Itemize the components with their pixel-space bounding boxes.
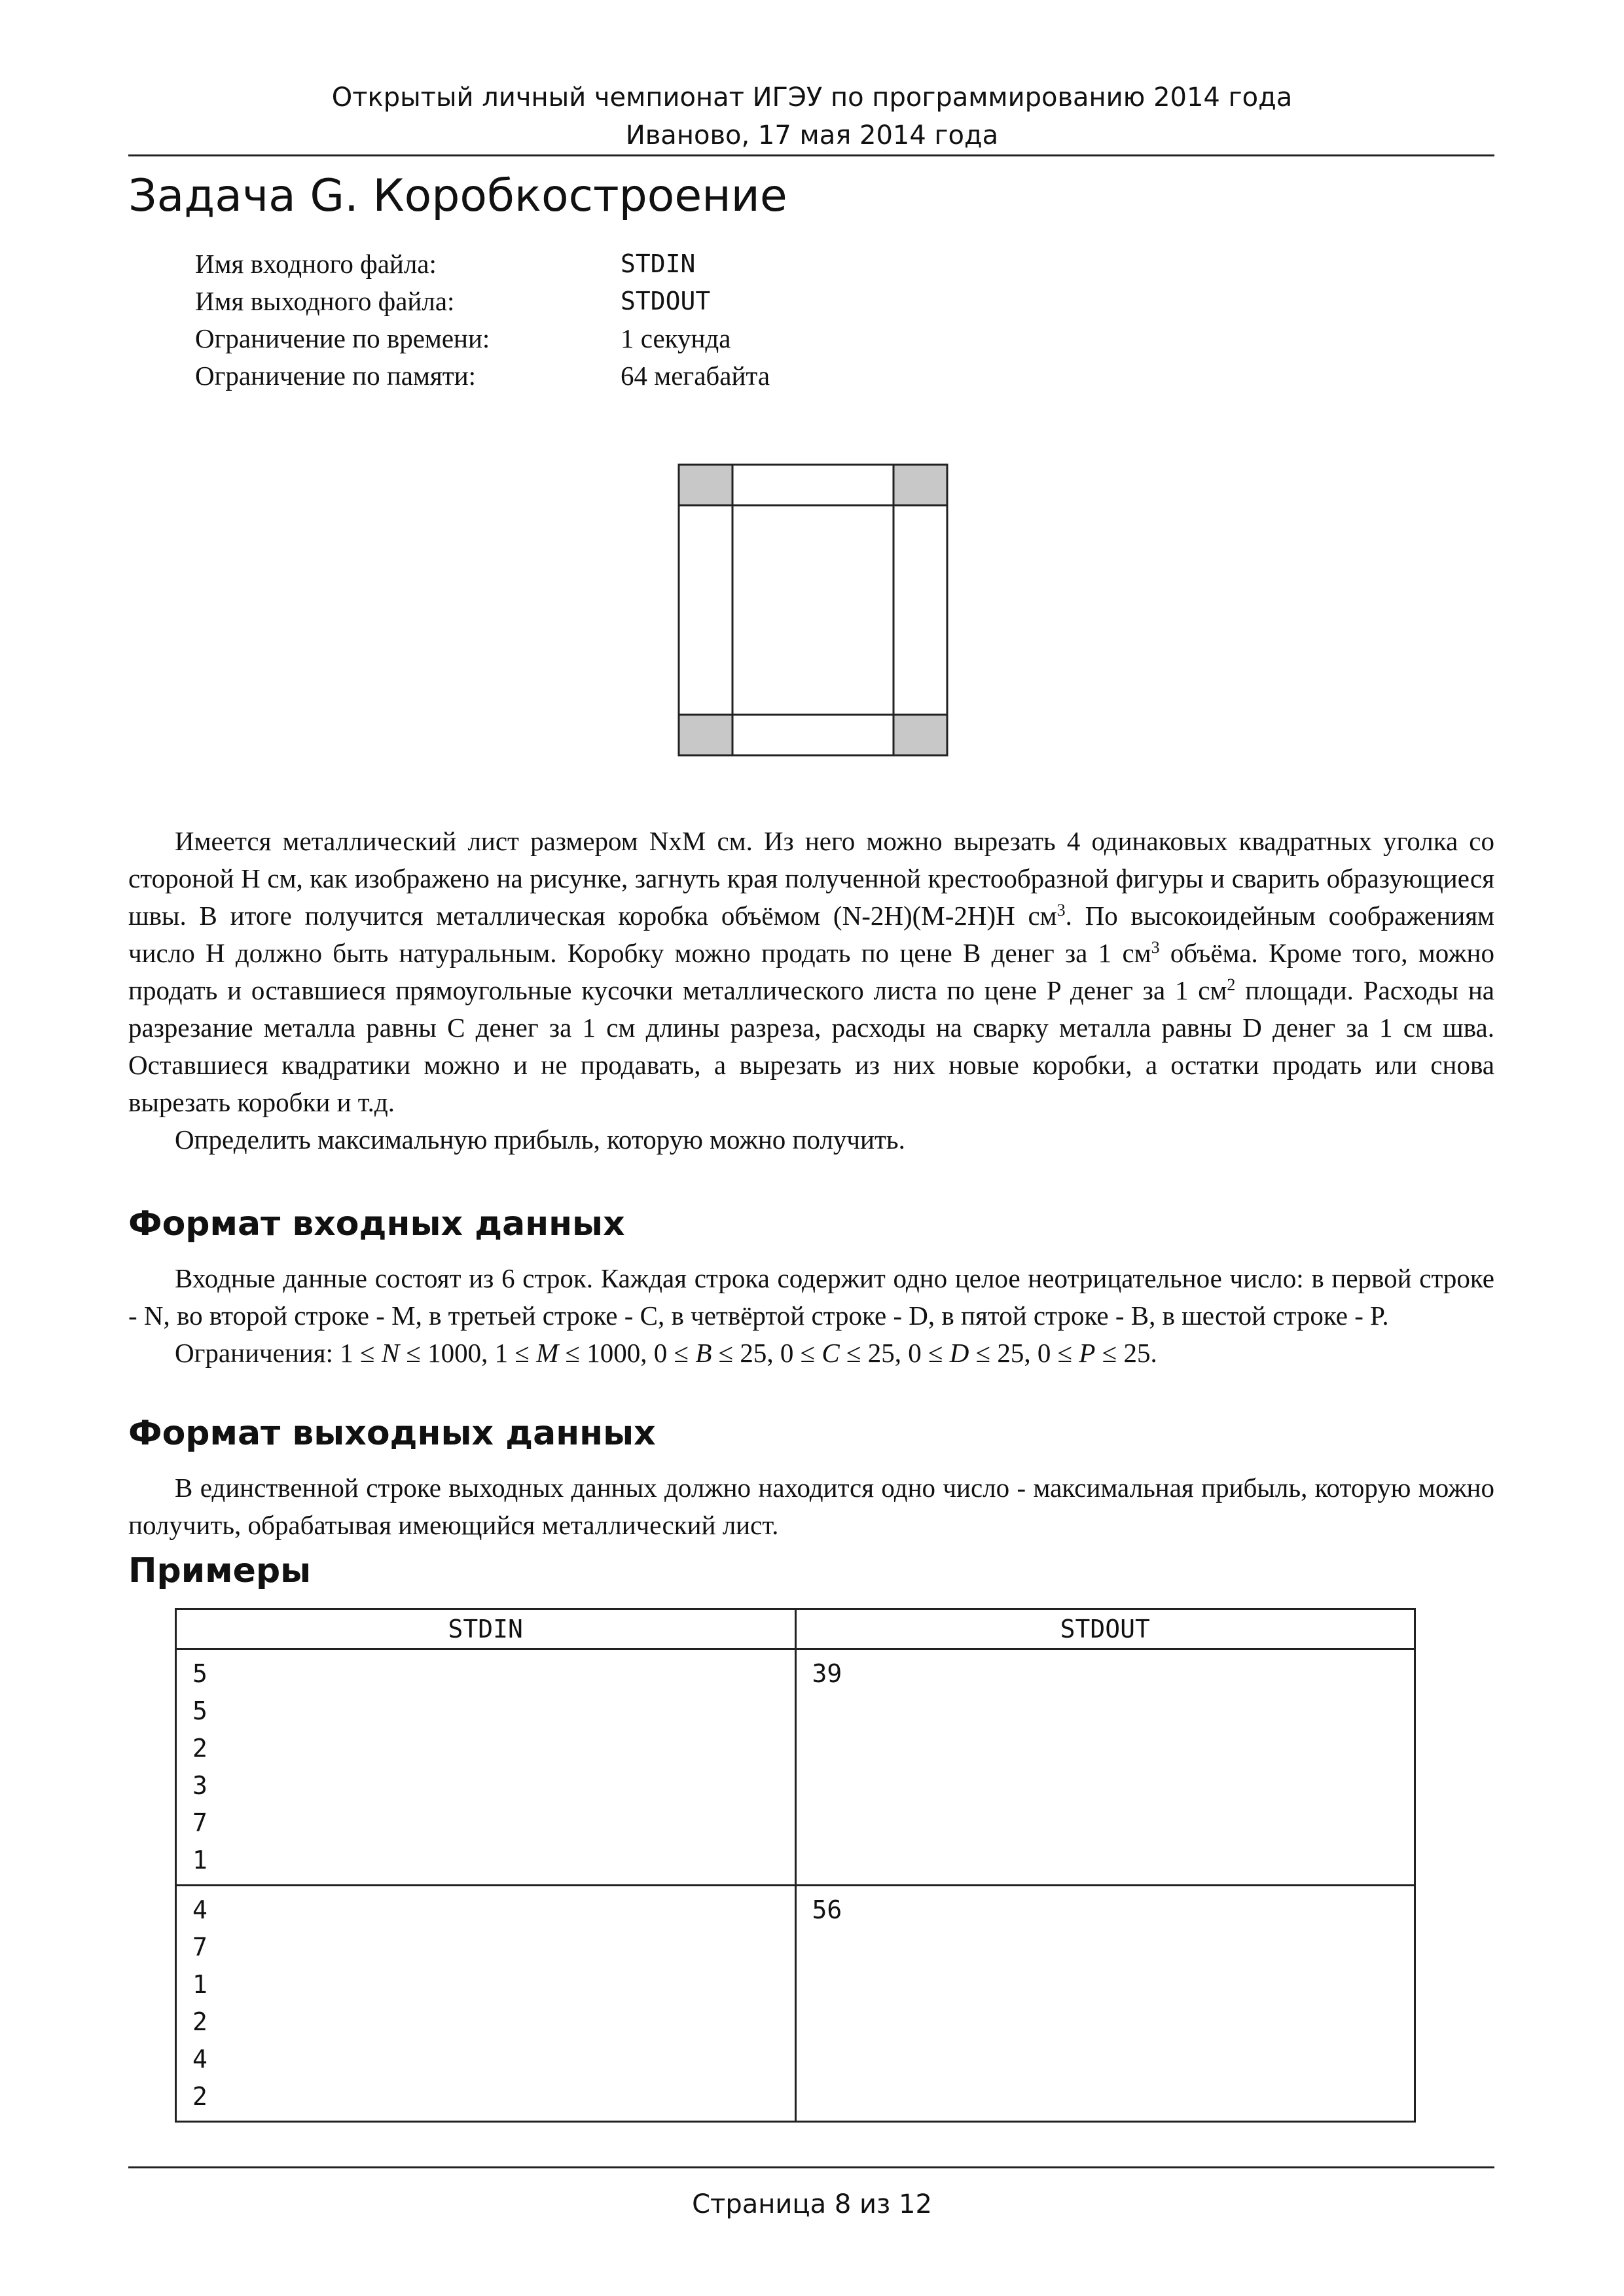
example-input-line: 3 xyxy=(192,1771,208,1800)
corner-square-bottom-left xyxy=(679,715,732,755)
meta-key: Имя выходного файла: xyxy=(195,286,455,316)
constraint-variable: P xyxy=(1079,1338,1096,1368)
column-header-stdout: STDOUT xyxy=(795,1609,1415,1649)
meta-row xyxy=(195,283,770,320)
output-format-paragraph: В единственной строке выходных данных должно находится одно число - максимальная прибыль, которую можно получить, обрабатывая имеющийся металлический лист. xyxy=(128,1473,1494,1540)
input-format-paragraph: Входные данные состоят из 6 строк. Каждая строка содержит одно целое неотрицательное число: в первой строке - N, во второй строке - M, в третьей строке - C, в четвёртой строке - D, в пятой строке - B, в шестой строке - P. xyxy=(128,1263,1494,1331)
constraint-variable: C xyxy=(821,1338,840,1368)
statement-paragraph xyxy=(128,823,1494,1121)
table-header-row xyxy=(176,1609,1415,1649)
sheet-outline xyxy=(679,465,947,755)
constraint-upper: ≤ 25. xyxy=(1095,1338,1157,1368)
constraint-item xyxy=(654,1338,780,1368)
meta-row xyxy=(195,357,770,395)
meta-row xyxy=(195,320,770,357)
example-input-line: 7 xyxy=(192,1808,208,1837)
constraints-list xyxy=(340,1338,1157,1368)
example-input-line: 1 xyxy=(192,1970,208,1999)
input-format-text xyxy=(128,1260,1494,1372)
constraint-item xyxy=(780,1338,908,1368)
header-rule xyxy=(128,154,1494,156)
input-format-heading: Формат входных данных xyxy=(128,1204,625,1244)
constraint-upper: ≤ 25, xyxy=(839,1338,909,1368)
example-output-cell xyxy=(795,1886,1415,2122)
example-input-cell xyxy=(176,1649,796,1886)
constraint-variable: B xyxy=(695,1338,712,1368)
constraint-lower: 0 ≤ xyxy=(780,1338,822,1368)
constraint-lower: 1 ≤ xyxy=(494,1338,537,1368)
constraint-upper: ≤ 25, xyxy=(969,1338,1038,1368)
superscript: 3 xyxy=(1151,938,1160,957)
constraint-item xyxy=(340,1338,494,1368)
meta-key: Ограничение по времени: xyxy=(195,323,490,353)
corner-square-top-right xyxy=(893,465,947,505)
example-input-line: 1 xyxy=(192,1846,208,1874)
output-format-text xyxy=(128,1469,1494,1544)
table-row xyxy=(176,1886,1415,2122)
header-line-1: Открытый личный чемпионат ИГЭУ по программированию 2014 года xyxy=(331,82,1293,113)
constraint-lower: 0 ≤ xyxy=(1037,1338,1079,1368)
constraints-paragraph xyxy=(128,1335,1494,1372)
example-input-cell xyxy=(176,1886,796,2122)
examples-table xyxy=(175,1608,1416,2123)
box-bottom-outline xyxy=(732,505,893,715)
column-header-stdin: STDIN xyxy=(176,1609,796,1649)
statement-text: объёма. Кроме того, можно продать и оставшиеся прямоугольные кусочки металлического листа по цене P денег за 1 см xyxy=(128,938,1494,1005)
meta-key: Ограничение по памяти: xyxy=(195,361,477,391)
constraint-upper: ≤ 1000, xyxy=(558,1338,654,1368)
header-line-2: Иваново, 17 мая 2014 года xyxy=(625,120,999,151)
table-row xyxy=(176,1649,1415,1886)
box-cutting-diagram xyxy=(677,463,948,757)
page-footer: Страница 8 из 12 xyxy=(692,2189,932,2219)
meta-key: Имя входного файла: xyxy=(195,249,437,279)
statement-text: Имеется металлический лист размером NxM см. Из него можно вырезать 4 одинаковых квадратных уголка со стороной H см, как изображено на рисунке, загнуть края полученной крестообразной фигуры и сварить образующиеся швы. В итоге получится металлическая коробка объёмом (N-2H)(M-2H)H см xyxy=(128,826,1494,931)
examples-heading: Примеры xyxy=(128,1551,312,1590)
example-input-line: 2 xyxy=(192,2082,208,2111)
constraint-upper: ≤ 1000, xyxy=(399,1338,495,1368)
constraint-variable: N xyxy=(381,1338,400,1368)
corner-square-top-left xyxy=(679,465,732,505)
problem-statement xyxy=(128,823,1494,1158)
superscript: 3 xyxy=(1056,901,1066,920)
example-input-line: 4 xyxy=(192,2045,208,2073)
example-output-line: 39 xyxy=(812,1659,842,1688)
problem-meta xyxy=(195,245,770,395)
corner-square-bottom-right xyxy=(893,715,947,755)
example-input-line: 2 xyxy=(192,2007,208,2036)
example-output-line: 56 xyxy=(812,1895,842,1924)
meta-row xyxy=(195,245,770,283)
footer-rule xyxy=(128,2166,1494,2168)
example-input-line: 5 xyxy=(192,1659,208,1688)
constraint-item xyxy=(908,1338,1038,1368)
statement-paragraph: Определить максимальную прибыль, которую можно получить. xyxy=(175,1124,905,1155)
example-input-line: 5 xyxy=(192,1696,208,1725)
page-header xyxy=(0,79,1624,154)
statement-text: площади. Расходы на разрезание металла равны C денег за 1 см длины разреза, расходы на сварку металла равны D денег за 1 см шва. Оставшиеся квадратики можно и не продавать, а вырезать из них новые коробки, а остатки продать или снова вырезать коробки и т.д. xyxy=(128,975,1494,1117)
meta-value: 1 секунда xyxy=(621,323,731,353)
meta-value: STDOUT xyxy=(621,287,711,315)
constraint-upper: ≤ 25, xyxy=(712,1338,780,1368)
constraint-lower: 1 ≤ xyxy=(340,1338,382,1368)
problem-title: Задача G. Коробкостроение xyxy=(128,170,787,222)
example-input-line: 7 xyxy=(192,1933,208,1962)
superscript: 2 xyxy=(1227,975,1236,994)
constraint-lower: 0 ≤ xyxy=(908,1338,950,1368)
example-input-line: 4 xyxy=(192,1895,208,1924)
constraint-item xyxy=(1038,1338,1157,1368)
constraint-item xyxy=(495,1338,654,1368)
meta-value: STDIN xyxy=(621,249,696,278)
meta-value: 64 мегабайта xyxy=(621,361,770,391)
constraint-variable: D xyxy=(949,1338,969,1368)
statement-text: . По высокоидейным соображениям число H должно быть натуральным. Коробку можно продать по цене B денег за 1 см xyxy=(128,901,1494,968)
output-format-heading: Формат выходных данных xyxy=(128,1414,656,1453)
constraints-label: Ограничения: xyxy=(175,1338,333,1368)
constraint-variable: M xyxy=(536,1338,559,1368)
constraint-lower: 0 ≤ xyxy=(653,1338,696,1368)
example-output-cell xyxy=(795,1649,1415,1886)
example-input-line: 2 xyxy=(192,1734,208,1763)
